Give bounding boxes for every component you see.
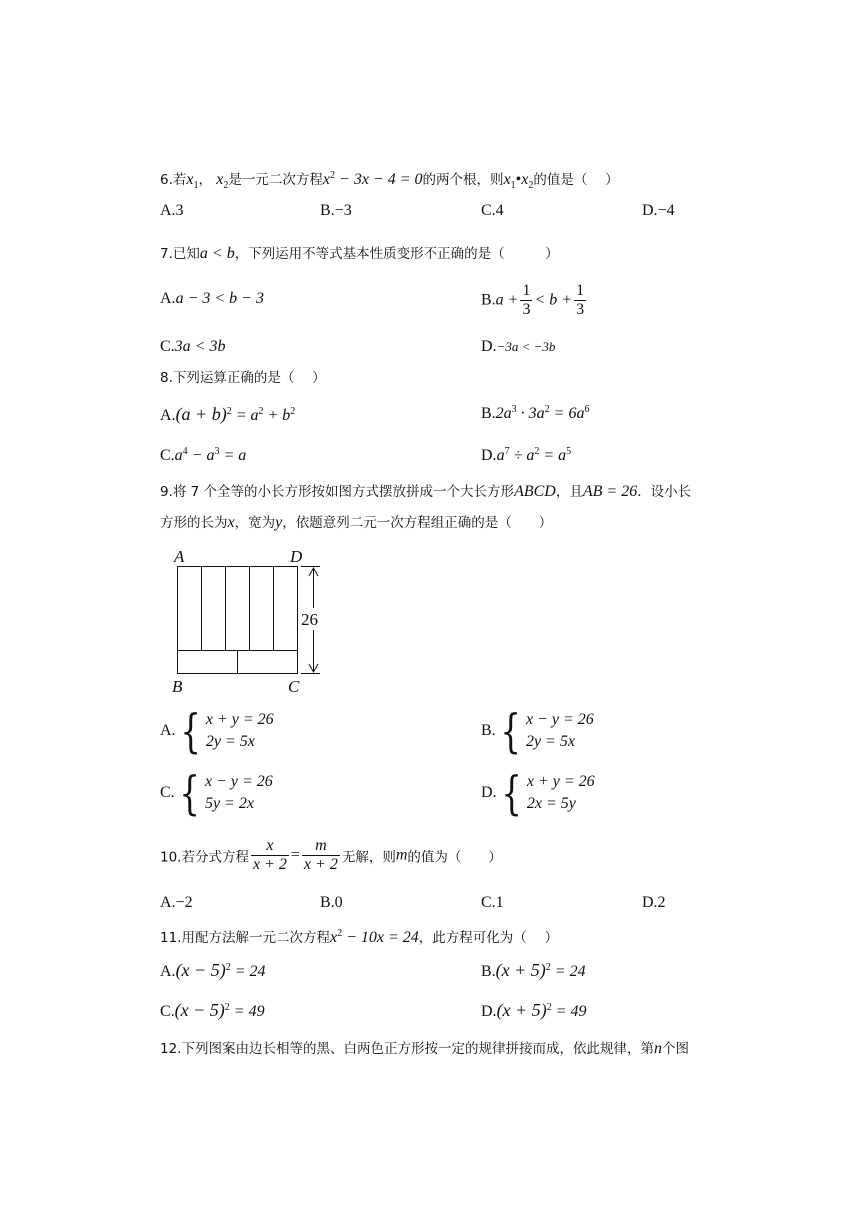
question-10-stem: 10.若分式方程 $\frac{x}{x + 2}$ = $\frac{m}{x + 2}$ 无解，则m的值为（ ） [160, 837, 502, 873]
q6-x1: $x_1$ [186, 171, 199, 191]
q6-sep: ， [198, 172, 212, 188]
q6-text-a: 6.若 [160, 172, 187, 188]
q11-option-a: $A.(x - 5)^2 = 24$ [160, 960, 266, 980]
q8-option-a: $A.(a + b)^2 = a^2 + b^2$ [160, 404, 296, 424]
q10-option-a: A.−2 [160, 894, 193, 911]
q7-condition: a < b [199, 245, 235, 262]
q9-option-c: C. { x − y = 26 5y = 2x [160, 766, 273, 820]
q6-text-b: 是一元二次方程 [228, 172, 323, 188]
q7-option-d: D.−3a < −3b [481, 338, 556, 355]
q10-option-c: C.1 [481, 894, 504, 911]
q7-option-a: A.a − 3 < b − 3 [160, 290, 264, 307]
q8-option-b: $B.2a^3 \cdot 3a^2 = 6a^6$ [481, 404, 590, 422]
q9-option-a: A. { x + y = 26 2y = 5x [160, 704, 274, 758]
q9-rect-name: ABCD [514, 483, 556, 500]
q8-option-c: $C.a^4 - a^3 = a$ [160, 446, 247, 464]
question-12-stem: 12.下列图案由边长相等的黑、白两色正方形按一定的规律拼接而成，依此规律，第n个图 [160, 1040, 689, 1057]
q6-equation: $x^2 - 3x - 4 = 0$ [322, 170, 423, 188]
question-6-stem [160, 166, 619, 196]
q6-option-a: A.3 [160, 202, 184, 219]
question-9-stem-line1: 9.将 7 个全等的小长方形按如图方式摆放拼成一个大长方形ABCD，且AB = 26．设小长 [160, 483, 692, 500]
q7-option-b: B.a + $\frac{1}{3}$ < b + $\frac{1}{3}$ [481, 282, 585, 318]
q7-text-a: 7.已知 [160, 246, 200, 262]
figure-dimension: 26 [301, 610, 318, 629]
q6-text-c: 的两个根，则 [422, 172, 504, 188]
question-8-stem: 8.下列运算正确的是（ ） [160, 370, 326, 386]
question-9-stem-line2: 方形的长为x，宽为y，依题意列二元一次方程组正确的是（ ） [160, 514, 553, 531]
q6-x2: $x_2$ [216, 171, 229, 191]
q6-text-d: 的值是（ ） [533, 172, 619, 188]
figure-label-b: B [172, 677, 183, 696]
q7-option-c: C.3a < 3b [160, 338, 226, 355]
q10-option-d: D.2 [642, 894, 666, 911]
q9-figure [168, 544, 338, 696]
question-7-stem [160, 244, 559, 264]
figure-label-a: A [174, 547, 185, 566]
q7-text-b: ，下列运用不等式基本性质变形不正确的是（ ） [234, 246, 559, 262]
q9-option-b: B. { x − y = 26 2y = 5x [481, 704, 594, 758]
q11-option-b: $B.(x + 5)^2 = 24$ [481, 960, 586, 980]
q6-option-b: B.−3 [320, 202, 352, 219]
question-11-stem: 11.用配方法解一元二次方程$x^2 - 10x = 24$，此方程可化为（ ） [160, 928, 559, 946]
q11-option-d: $D.(x + 5)^2 = 49$ [481, 1000, 587, 1020]
q6-product: $x_1•x_2$ [503, 171, 534, 191]
q9-option-d: D. { x + y = 26 2x = 5y [481, 766, 595, 820]
q8-option-d: $D.a^7 \div a^2 = a^5$ [481, 446, 572, 464]
figure-label-d: D [290, 547, 303, 566]
q6-option-c: C.4 [481, 202, 504, 219]
q6-option-d: D.−4 [642, 202, 675, 219]
q10-option-b: B.0 [320, 894, 343, 911]
figure-label-c: C [288, 677, 300, 696]
q11-option-c: $C.(x - 5)^2 = 49$ [160, 1000, 265, 1020]
q9-condition: AB = 26 [582, 483, 638, 500]
